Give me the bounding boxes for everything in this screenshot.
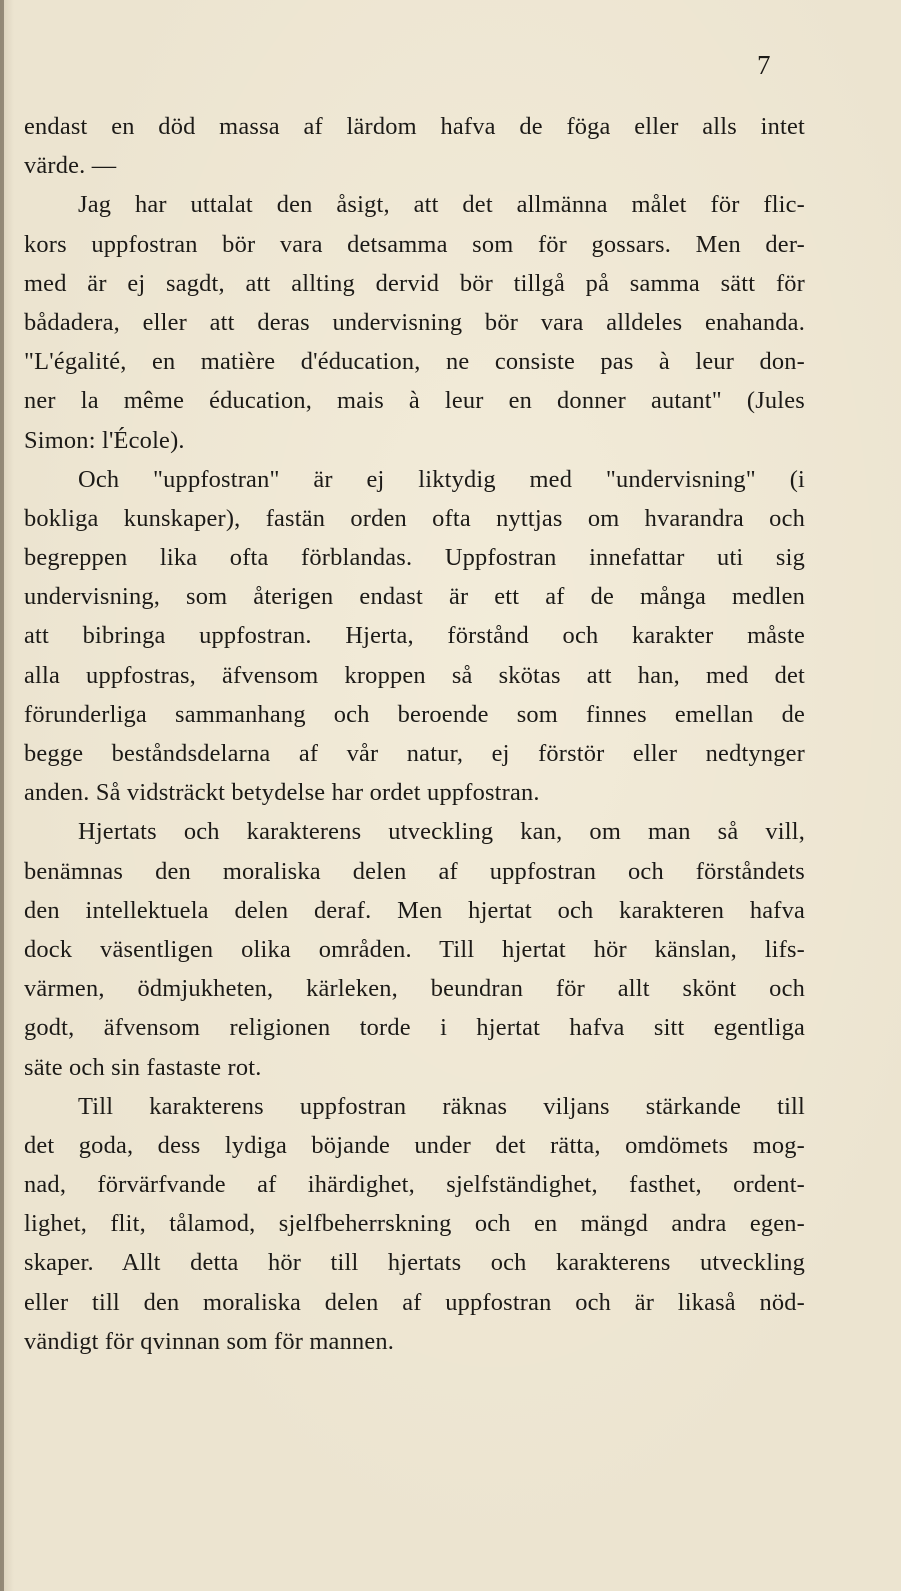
text-line: anden. Så vidsträckt betydelse har ordet uppfostran. xyxy=(24,779,540,807)
text-line: att bibringa uppfostran. Hjerta, förstånd och karakter måste xyxy=(24,622,805,650)
text-line: förunderliga sammanhang och beroende som finnes emellan de xyxy=(24,700,805,728)
text-line: endast en död massa af lärdom hafva de föga eller alls intet xyxy=(24,113,805,140)
text-line: vändigt för qvinnan som för mannen. xyxy=(24,1327,395,1355)
text-line: Simon: l'École). xyxy=(24,426,185,454)
text-line: med är ej sagdt, att allting dervid bör tillgå på samma sätt för xyxy=(24,269,805,297)
text-line: Till karakterens uppfostran räknas viljans stärkande till xyxy=(78,1092,805,1120)
text-line: det goda, dess lydiga böjande under det rätta, omdömets mog- xyxy=(24,1131,805,1159)
text-line: värde. — xyxy=(24,152,117,180)
text-line: kors uppfostran bör vara detsamma som för gossars. Men der- xyxy=(24,230,805,258)
text-line: begge beståndsdelarna af vår natur, ej förstör eller nedtynger xyxy=(24,740,805,767)
text-line: Och "uppfostran" är ej liktydig med "undervisning" (i xyxy=(78,465,805,493)
text-line: godt, äfvensom religionen torde i hjertat hafva sitt egentliga xyxy=(24,1014,805,1042)
text-line: dock väsentligen olika områden. Till hjertat hör känslan, lifs- xyxy=(24,935,805,963)
text-line: "L'égalité, en matière d'éducation, ne consiste pas à leur don- xyxy=(24,348,805,376)
text-line: alla uppfostras, äfvensom kroppen så skötas att han, med det xyxy=(24,661,805,689)
text-line: lighet, flit, tålamod, sjelfbeherrskning och en mängd andra egen- xyxy=(24,1210,805,1238)
text-line: ner la même éducation, mais à leur en donner autant" (Jules xyxy=(24,387,805,415)
text-line: begreppen lika ofta förblandas. Uppfostran innefattar uti sig xyxy=(24,544,805,572)
text-line: eller till den moraliska delen af uppfostran och är likaså nöd- xyxy=(24,1288,805,1316)
body-text xyxy=(24,107,805,1361)
text-line: Jag har uttalat den åsigt, att det allmänna målet för flic- xyxy=(78,191,805,219)
text-line: säte och sin fastaste rot. xyxy=(24,1053,262,1081)
text-line: bådadera, eller att deras undervisning bör vara alldeles enahanda. xyxy=(24,308,805,336)
text-line: den intellektuela delen deraf. Men hjertat och karakteren hafva xyxy=(24,896,805,924)
text-line: Hjertats och karakterens utveckling kan, om man så vill, xyxy=(78,818,805,846)
page-spine-edge xyxy=(0,0,4,1591)
text-line: skaper. Allt detta hör till hjertats och karakterens utveckling xyxy=(24,1249,805,1277)
text-line: undervisning, som återigen endast är ett af de många medlen xyxy=(24,583,805,611)
page-number: 7 xyxy=(757,50,771,80)
text-line: värmen, ödmjukheten, kärleken, beundran för allt skönt och xyxy=(24,975,805,1003)
text-line: nad, förvärfvande af ihärdighet, sjelfständighet, fasthet, ordent- xyxy=(24,1171,805,1199)
text-line: benämnas den moraliska delen af uppfostran och förståndets xyxy=(24,857,805,885)
text-line: bokliga kunskaper), fastän orden ofta nyttjas om hvarandra och xyxy=(24,504,805,532)
